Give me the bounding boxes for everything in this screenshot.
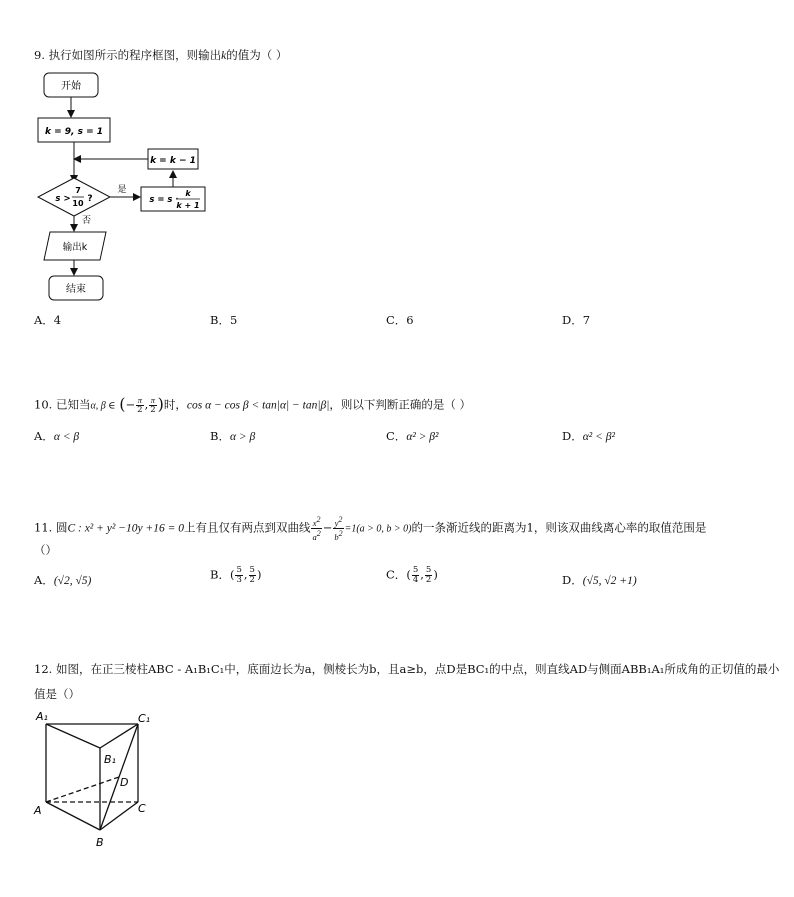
flow-update-k-text: k = k − 1	[150, 156, 196, 166]
q9-option-c[interactable]: C．6	[386, 313, 414, 327]
label-a: A	[34, 804, 42, 817]
q10-option-a[interactable]: A．α < β	[34, 429, 80, 443]
label-b: B	[96, 836, 104, 849]
label-c: C	[138, 802, 146, 815]
flow-start-text: 开始	[61, 81, 81, 92]
q9-option-d[interactable]: D．7	[562, 313, 591, 327]
flow-end-text: 结束	[66, 284, 86, 295]
q11-option-a[interactable]: A．(√2, √5)	[34, 573, 92, 587]
label-a1: A₁	[36, 710, 48, 723]
q11-option-c[interactable]: C．( $\frac{5}{4}$ , $\frac{5}{2}$ )	[386, 565, 438, 585]
flow-no: 否	[82, 216, 92, 226]
flow-yes: 是	[117, 185, 127, 195]
q10-option-c[interactable]: C．α² > β²	[386, 429, 439, 443]
label-c1: C₁	[138, 712, 151, 725]
q9-stem: 9. 执行如图所示的程序框图，则输出k的值为（ ）	[34, 48, 288, 62]
flow-cond-den: 10	[72, 199, 84, 208]
flow-cond-num: 7	[75, 186, 81, 195]
q12-prism-figure	[30, 706, 160, 851]
label-d: D	[120, 776, 129, 789]
flow-cond-left: s >	[55, 194, 71, 204]
q10-option-d[interactable]: D．α² < β²	[562, 429, 615, 443]
q9-flowchart	[30, 70, 220, 310]
q9-option-a[interactable]: A．4	[34, 313, 62, 327]
q11-option-d[interactable]: D．(√5, √2 +1)	[562, 573, 637, 587]
flow-output-text: 输出k	[62, 242, 88, 253]
q12-stem: 12. 如图，在正三棱柱ABC - A₁B₁C₁中，底面边长为a，侧棱长为b，且a≥b，点D是BC₁的中点，则直线AD与侧面ABB₁A₁所成角的正切值的最小	[34, 662, 780, 676]
flow-update-s-num: k	[185, 189, 191, 198]
q11-option-b[interactable]: B．( $\frac{5}{3}$ , $\frac{5}{2}$ )	[210, 565, 262, 585]
label-b1: B₁	[104, 753, 116, 766]
q10-stem: 10. 已知当α, β ∈ (− $\frac{\pi}{2}$ , $\frac{\pi}{2}$ )时，cos α − cos β < tan|α| − tan|β|，则以下判断正确的是（ ）	[34, 394, 472, 415]
flow-init-text: k = 9, s = 1	[44, 127, 104, 137]
q12-stem-line2: 值是（）	[34, 687, 80, 701]
q11-stem-line2: （）	[34, 543, 57, 557]
flow-update-s-left: s = s ·	[149, 195, 179, 205]
flow-cond-q: ?	[87, 194, 93, 204]
q11-stem: 11. 圆C : x² + y² −10y +16 = 0上有且仅有两点到双曲线 $\frac{x^2}{a^2}$ − $\frac{y^2}{b^2}$ =1(a > 0, b > 0)的一条渐近线的距离为1，则该双曲线离心率的取值范围是	[34, 515, 707, 542]
flow-update-s-den: k + 1	[176, 201, 200, 210]
q9-option-b[interactable]: B．5	[210, 313, 238, 327]
q10-option-b[interactable]: B．α > β	[210, 429, 256, 443]
